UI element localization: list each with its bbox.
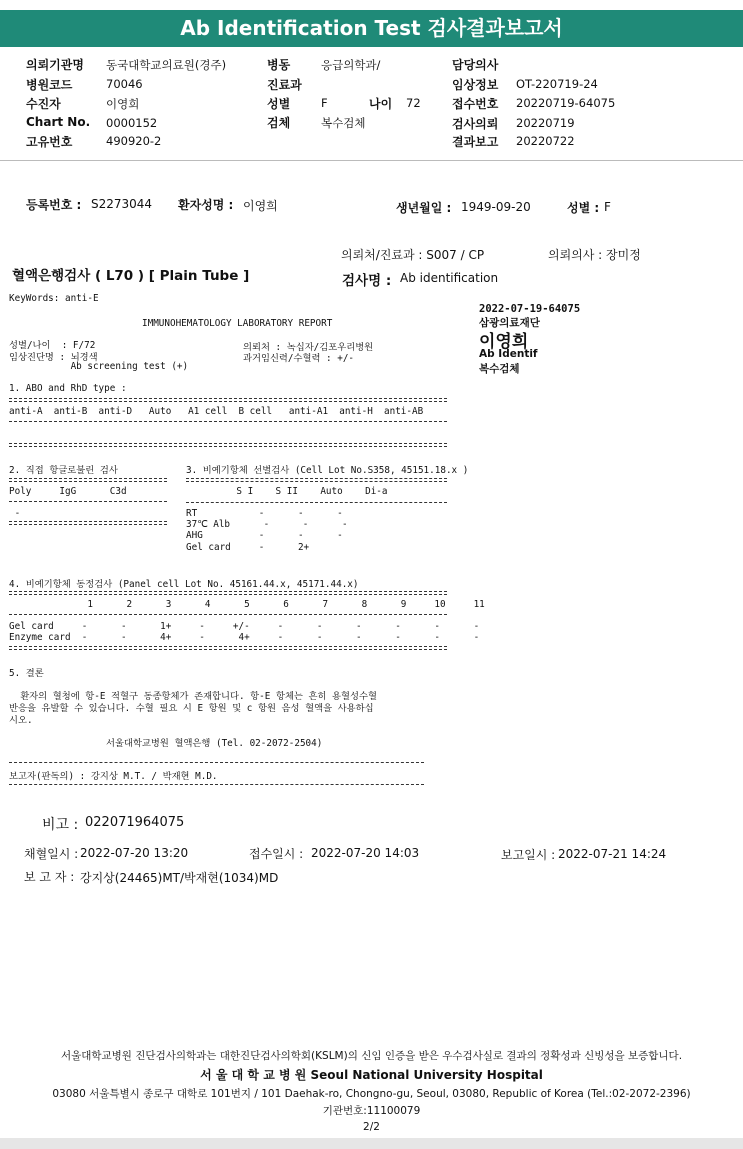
hospital-value: 동국대학교의료원(경주) xyxy=(106,58,227,72)
receive-label: 접수일시 : xyxy=(249,847,304,861)
patient-name-label: 환자성명 : xyxy=(178,198,234,212)
age-label: 나이 xyxy=(369,97,393,111)
chart-no-label: Chart No. xyxy=(26,115,91,129)
section1-rule-mid xyxy=(9,421,447,422)
report-date-value: 2022-07-21 14:24 xyxy=(558,847,667,861)
patient-value: 이영희 xyxy=(106,97,140,111)
section2-title: 2. 직접 항글로불린 검사 xyxy=(9,465,118,476)
specimen-value: 복수검체 xyxy=(321,116,366,130)
footer-bar xyxy=(0,1138,743,1149)
info-screening: Ab screening test (+) xyxy=(9,361,189,372)
hospital-code-value: 70046 xyxy=(106,77,143,91)
dept-label: 진료과 xyxy=(267,78,302,92)
section2-rule-top xyxy=(9,478,167,482)
ward-label: 병동 xyxy=(267,58,291,72)
reporter-rule-top xyxy=(9,762,424,763)
conclusion-line3: 시오. xyxy=(9,715,33,726)
info-requester: 의뢰처 : 녹십자/김포우리병원 xyxy=(243,342,374,353)
specimen-label-name: 이영희 xyxy=(479,332,529,352)
sex-value: F xyxy=(321,96,328,110)
specimen-label-hospital: 삼광의료재단 xyxy=(479,317,540,329)
keywords: KeyWords: anti-E xyxy=(9,293,99,304)
result-date-label: 결과보고 xyxy=(452,135,499,149)
patient-sex-label: 성별 : xyxy=(567,201,600,215)
doctor-label: 담당의사 xyxy=(452,58,499,72)
age-value: 72 xyxy=(406,96,421,110)
remark-value: 022071964075 xyxy=(85,815,185,830)
section2-values: - xyxy=(9,508,21,519)
specimen-label-id: 2022-07-19-64075 xyxy=(479,303,581,315)
section3-row-ahg: AHG - - - xyxy=(186,530,343,541)
section1-rule-top xyxy=(9,398,447,402)
report-title: Ab Identification Test 검사결과보고서 xyxy=(0,10,743,47)
patient-label: 수진자 xyxy=(26,97,61,111)
unique-no-label: 고유번호 xyxy=(26,135,73,149)
section5-title: 5. 결론 xyxy=(9,668,44,679)
hospital-label: 의뢰기관명 xyxy=(26,58,84,72)
section3-rule-top xyxy=(186,478,447,482)
section4-row-enzyme: Enzyme card - - 4+ - 4+ - - - - - - xyxy=(9,632,480,643)
report-date-label: 보고일시 : xyxy=(501,848,556,862)
section2-rule-mid xyxy=(9,501,167,502)
section1-header: anti-A anti-B anti-D Auto A1 cell B cell anti-A1 anti-H anti-AB xyxy=(9,406,424,417)
info-sex-age: 성별/나이 : F/72 xyxy=(9,340,96,351)
footer-address: 03080 서울특별시 종로구 대학로 101번지 / 101 Daehak-ro, Chongno-gu, Seoul, 03080, Republic of Korea (Tel.:02-2072-2396) xyxy=(52,1088,691,1100)
footer-institution-no: 기관번호:11100079 xyxy=(322,1105,421,1117)
clinical-info-label: 임상정보 xyxy=(452,78,499,92)
section4-header: 1 2 3 4 5 6 7 8 9 10 11 xyxy=(9,599,485,610)
lab-report-title: IMMUNOHEMATOLOGY LABORATORY REPORT xyxy=(142,318,333,329)
reporter-value: 강지상(24465)MT/박재현(1034)MD xyxy=(80,871,279,885)
order-dept: 의뢰처/진료과 : S007 / CP xyxy=(341,248,485,262)
section1-title: 1. ABO and RhD type : xyxy=(9,383,127,394)
hospital-code-label: 병원코드 xyxy=(26,78,73,92)
info-diagnosis: 임상진단명 : 뇌경색 xyxy=(9,352,98,363)
sex-label: 성별 xyxy=(267,97,291,111)
dob-value: 1949-09-20 xyxy=(461,200,531,214)
report-reporter: 보고자(판독의) : 강지상 M.T. / 박재현 M.D. xyxy=(9,771,218,782)
remark-label: 비고 : xyxy=(42,817,79,833)
accession-value: 20220719-64075 xyxy=(516,96,616,110)
request-date-label: 검사의뢰 xyxy=(452,117,499,131)
specimen-label-type: 복수검체 xyxy=(479,363,520,375)
patient-name-value: 이영희 xyxy=(243,199,278,213)
reporter-rule-bottom xyxy=(9,784,424,785)
receive-value: 2022-07-20 14:03 xyxy=(311,846,420,860)
section3-header: S I S II Auto Di-a xyxy=(186,486,388,497)
result-date-value: 20220722 xyxy=(516,134,575,148)
reporter-label: 보 고 자 : xyxy=(24,870,75,884)
section3-row-rt: RT - - - xyxy=(186,508,343,519)
collect-label: 채혈일시 : xyxy=(24,847,79,861)
section3-rule-mid xyxy=(186,502,447,503)
section4-row-gel: Gel card - - 1+ - +/- - - - - - - xyxy=(9,621,480,632)
order-doctor: 의뢰의사 : 장미정 xyxy=(548,248,641,262)
clinical-info-value: OT-220719-24 xyxy=(516,77,598,91)
unique-no-value: 490920-2 xyxy=(106,134,162,148)
reg-no-value: S2273044 xyxy=(91,197,153,211)
section3-row-gel: Gel card - 2+ xyxy=(186,542,310,553)
conclusion-line1: 환자의 혈청에 항-E 적혈구 동종항체가 존재합니다. 항-E 항체는 흔히 용혈성수혈 xyxy=(9,691,377,702)
section2-rule-bottom xyxy=(9,521,167,525)
section3-row-alb: 37℃ Alb - - - xyxy=(186,519,348,530)
section4-rule-mid xyxy=(9,614,447,615)
reg-no-label: 등록번호 : xyxy=(26,198,82,212)
section4-title: 4. 비예기항체 동정검사 (Panel cell Lot No. 45161.44.x, 45171.44.x) xyxy=(9,579,359,590)
section1-rule-bottom xyxy=(9,443,447,447)
page-number: 2/2 xyxy=(363,1121,380,1133)
info-history: 과거임신력/수혈력 : +/- xyxy=(243,353,355,364)
footer-hospital: 서 울 대 학 교 병 원 Seoul National University Hospital xyxy=(200,1068,543,1082)
exam-label: 검사명 : xyxy=(342,273,392,289)
footer-certification: 서울대학교병원 진단검사의학과는 대한진단검사의학회(KSLM)의 신임 인증을 받은 우수검사실로 결과의 정확성과 신빙성을 보증합니다. xyxy=(60,1050,683,1062)
chart-no-value: 0000152 xyxy=(106,116,158,130)
request-date-value: 20220719 xyxy=(516,116,575,130)
section2-header: Poly IgG C3d xyxy=(9,486,127,497)
blood-bank: 서울대학교병원 혈액은행 (Tel. 02-2072-2504) xyxy=(106,738,323,749)
conclusion-line2: 반응을 유발할 수 있습니다. 수혈 필요 시 E 항원 및 c 항원 음성 혈액을 사용하십 xyxy=(9,703,374,714)
dob-label: 생년월일 : xyxy=(396,201,452,215)
patient-sex-value: F xyxy=(604,200,611,214)
specimen-label-test: Ab Identif xyxy=(479,348,538,360)
section4-rule-bottom xyxy=(9,646,447,650)
header-divider xyxy=(0,160,743,161)
ward-value: 응급의학과/ xyxy=(321,58,381,72)
test-title: 혈액은행검사 ( L70 ) [ Plain Tube ] xyxy=(12,268,250,284)
exam-value: Ab identification xyxy=(400,271,499,285)
section3-title: 3. 비예기항체 선별검사 (Cell Lot No.S358, 45151.18.x ) xyxy=(186,465,469,476)
section4-rule-top xyxy=(9,591,447,595)
accession-label: 접수번호 xyxy=(452,97,499,111)
specimen-label: 검체 xyxy=(267,116,291,130)
collect-value: 2022-07-20 13:20 xyxy=(80,846,189,860)
